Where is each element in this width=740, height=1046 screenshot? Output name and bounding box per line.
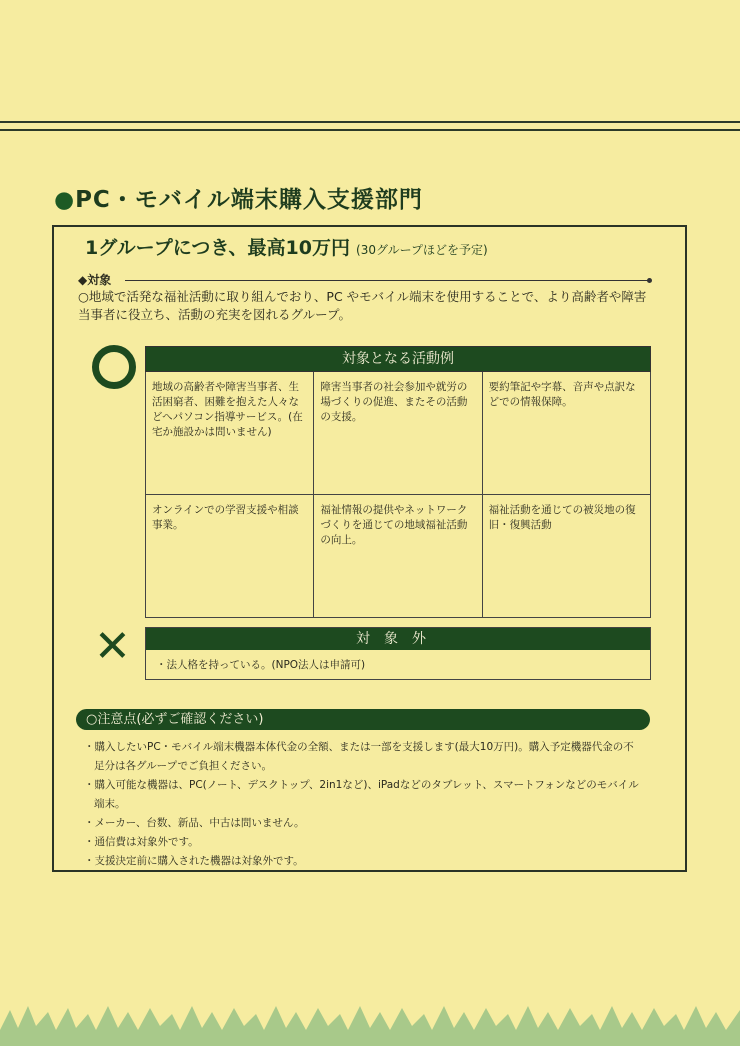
table-row — [146, 495, 651, 618]
amount-heading — [85, 233, 488, 260]
table-cell: オンラインでの学習支援や相談事業。 — [146, 495, 314, 618]
divider — [125, 280, 650, 281]
table-row — [146, 372, 651, 495]
cross-icon: ✕ — [94, 621, 131, 672]
table-cell: 福祉活動を通じての被災地の復旧・復興活動 — [482, 495, 650, 618]
grass-border-decoration — [0, 1000, 740, 1046]
section-title-text: PC・モバイル端末購入支援部門 — [75, 187, 423, 213]
list-item: ・ 購入したいPC・モバイル端末機器本体代金の全額、または一部を支援します(最大10万円)。購入予定機器代金の不足分は各グループでご負担ください。 — [84, 738, 644, 776]
amount-main: 1グループにつき、最高10万円 — [85, 237, 351, 259]
excluded-header: 対象外 — [146, 628, 650, 650]
excluded-item: ・法人格を持っている。(NPO法人は申請可) — [156, 659, 366, 671]
target-text: ○地域で活発な福祉活動に取り組んでおり、PC やモバイル端末を使用することで、より高齢者や障害当事者に役立ち、活動の充実を図れるグループ。 — [78, 289, 647, 322]
section-title — [54, 181, 423, 214]
excluded-box — [145, 627, 651, 680]
bullet-icon: ● — [54, 187, 76, 213]
amount-note: (30グループほどを予定) — [356, 243, 488, 257]
notes-heading: ○注意点(必ずご確認ください) — [76, 709, 650, 730]
top-rule-2 — [0, 129, 740, 131]
list-item: ・ 通信費は対象外です。 — [84, 833, 644, 852]
top-rule — [0, 121, 740, 123]
table-cell: 要約筆記や字幕、音声や点訳などでの情報保障。 — [482, 372, 650, 495]
table-cell: 障害当事者の社会参加や就労の場づくりの促進、またその活動の支援。 — [314, 372, 482, 495]
table-header: 対象となる活動例 — [146, 347, 651, 372]
circle-icon — [92, 345, 136, 389]
list-item: ・ メーカー、台数、新品、中古は問いません。 — [84, 814, 644, 833]
table-cell: 福祉情報の提供やネットワークづくりを通じての地域福祉活動の向上。 — [314, 495, 482, 618]
table-cell: 地域の高齢者や障害当事者、生活困窮者、困難を抱えた人々などへパソコン指導サービス。(在宅か施設かは問いません) — [146, 372, 314, 495]
target-heading: ◆対象 — [78, 273, 112, 287]
list-item: ・ 支援決定前に購入された機器は対象外です。 — [84, 852, 644, 871]
list-item: ・ 購入可能な機器は、PC(ノート、デスクトップ、2in1など)、iPadなどのタブレット、スマートフォンなどのモバイル端末。 — [84, 776, 644, 814]
notes-list — [84, 738, 644, 871]
eligible-activities-table — [145, 346, 651, 618]
